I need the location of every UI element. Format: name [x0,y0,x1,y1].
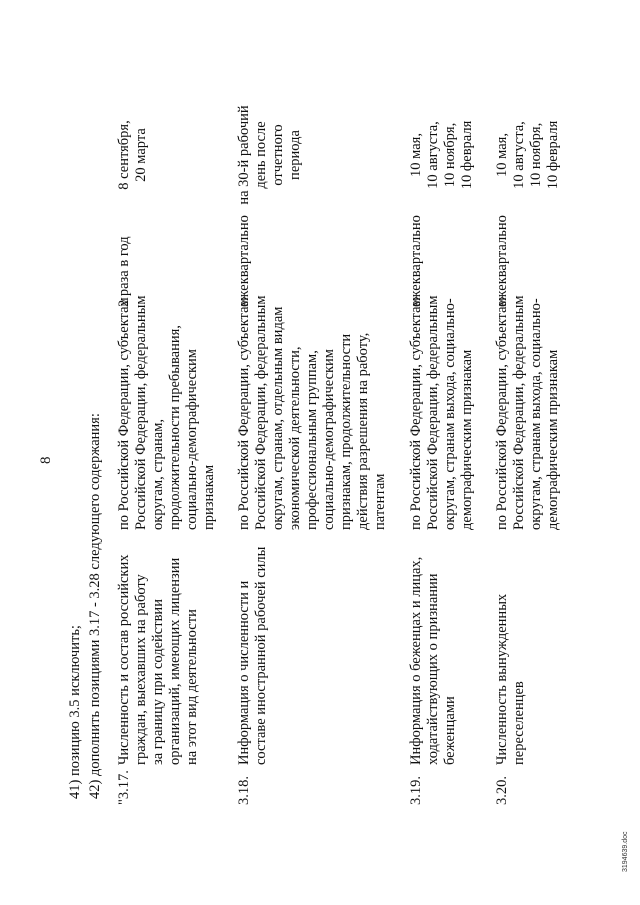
row-deadline-line: 10 февраля [459,120,475,190]
row-deadline-line: 10 августа, [511,121,527,189]
row-breakdown-line: действия разрешения на работу, [355,332,371,530]
page-number: 8 [38,456,54,464]
row-name-line: переселенцев [511,681,527,765]
row-name-line: граждан, выехавших на работу [133,574,149,765]
row-name-line: организаций, имеющих лицензии [167,557,183,765]
row-breakdown-line: Российской Федерации, федеральным [425,295,441,530]
row-deadline-line: отчетного [270,124,286,186]
row-periodicity: 2 раза в год [116,236,132,307]
row-deadline-line: день после [253,121,269,189]
row-breakdown-line: демографическим признакам [459,349,475,530]
row-breakdown-line: Российской Федерации, федеральным [511,295,527,530]
intro-line-42: 42) дополнить позициями 3.17 - 3.28 следующего содержания: [87,413,103,799]
row-breakdown-line: округам, странам выхода, социально- [442,298,458,530]
row-breakdown-line: округам, странам, [150,418,166,530]
row-number: 3.20. [494,776,510,805]
row-breakdown-line: Российской Федерации, федеральным [133,295,149,530]
row-deadline-line: 10 августа, [425,121,441,189]
row-deadline-line: 10 мая, [408,133,424,177]
row-breakdown-line: округам, странам выхода, социально- [528,298,544,530]
row-periodicity: ежеквартально [236,215,252,307]
row-deadline-line: периода [287,130,303,180]
row-breakdown-line: Российской Федерации, федеральным [253,295,269,530]
row-breakdown-line: округам, странам, отдельным видам [270,306,286,530]
row-deadline-line: 20 марта [133,128,149,182]
row-breakdown-line: признакам, продолжительности [338,333,354,530]
row-breakdown-line: признакам [201,464,217,530]
row-breakdown-line: по Российской Федерации, субъектам [116,297,132,530]
row-number: 3.19. [408,776,424,805]
row-deadline-line: на 30-й рабочий [236,105,252,205]
footer-filename: 3194639.doc [622,831,629,872]
row-number: "3.17. [116,770,132,805]
row-deadline-line: 10 февраля [545,120,561,190]
row-name-line: за границу при содействии [150,599,166,765]
row-number: 3.18. [236,776,252,805]
row-deadline-line: 10 мая, [494,133,510,177]
row-breakdown-line: по Российской Федерации, субъектам [236,297,252,530]
row-name-line: беженцами [442,696,458,765]
row-breakdown-line: демографическим признакам [545,349,561,530]
row-name-line: Численность вынужденных [494,593,510,765]
row-breakdown-line: продолжительности пребывания, [167,325,183,530]
row-deadline-line: 8 сентября, [116,120,132,190]
row-name-line: составе иностранной рабочей силы [253,546,269,765]
row-breakdown-line: социально-демографическим [321,349,337,530]
row-name-line: Информация о численности и [236,580,252,765]
row-periodicity: ежеквартально [494,215,510,307]
row-breakdown-line: патентам [372,473,388,530]
row-name-line: ходатайствующих о признании [425,573,441,765]
row-breakdown-line: по Российской Федерации, субъектам [408,297,424,530]
row-name-line: Численность и состав российских [116,554,132,765]
row-breakdown-line: профессиональным группам, [304,350,320,530]
row-name-line: Информация о беженцах и лицах, [408,556,424,765]
row-periodicity: ежеквартально [408,215,424,307]
row-deadline-line: 10 ноября, [528,122,544,188]
row-breakdown-line: экономической деятельности, [287,346,303,530]
row-breakdown-line: по Российской Федерации, субъектам [494,297,510,530]
row-deadline-line: 10 ноября, [442,122,458,188]
row-breakdown-line: социально-демографическим [184,349,200,530]
intro-line-41: 41) позицию 3.5 исключить; [67,625,83,799]
row-name-line: на этот вид деятельности [184,609,200,765]
